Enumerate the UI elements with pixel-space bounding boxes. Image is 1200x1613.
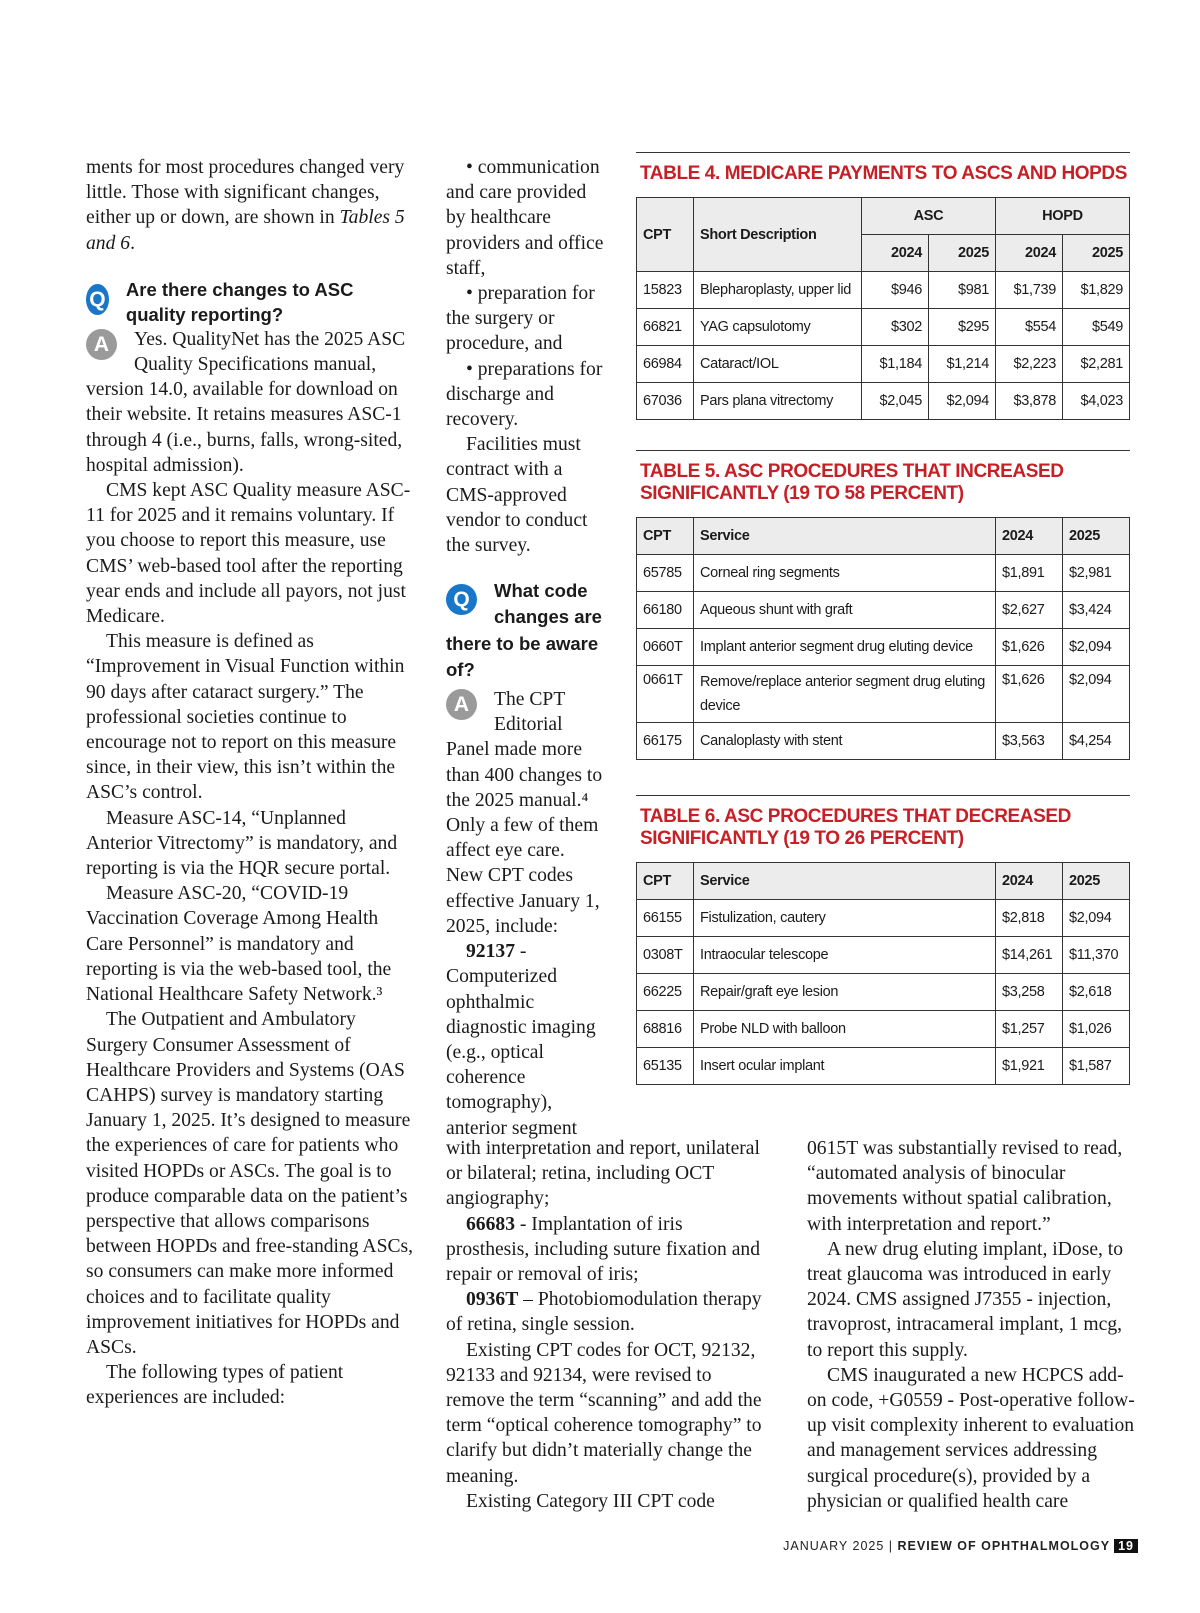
table-title: TABLE 4. MEDICARE PAYMENTS TO ASCS AND HOPDS	[636, 152, 1130, 197]
column-header: Service	[694, 518, 996, 555]
table-row: 66180 Aqueous shunt with graft $2,627 $3,424	[637, 592, 1130, 629]
paragraph: This measure is defined as “Improvement in Visual Function within 90 days after cataract surgery.” The professional societies continue to encourage not to report on this measure since, in their view, this isn’t within the ASC’s control.	[86, 631, 405, 804]
column-header: 2024	[862, 235, 929, 272]
column-header: Service	[694, 863, 996, 900]
table-reference: Tables 5 and 6	[86, 207, 405, 254]
paragraph: Facilities must contract with a CMS-approved vendor to conduct the survey.	[446, 434, 588, 557]
table-row: 66984 Cataract/IOL $1,184 $1,214 $2,223 $2,281	[637, 346, 1130, 383]
column-header: 2024	[996, 518, 1063, 555]
question-title: What code changes are there to be aware of?	[446, 580, 602, 680]
paragraph: Existing CPT codes for OCT, 92132, 92133 and 92134, were revised to remove the term “scanning” and add the term “optical coherence tomography” to clarify but didn’t materially change the meaning.	[446, 1339, 762, 1487]
table-row: 67036 Pars plana vitrectomy $2,045 $2,094 $3,878 $4,023	[637, 383, 1130, 420]
page-number: 19	[1114, 1539, 1138, 1553]
column-header: 2025	[929, 235, 996, 272]
paragraph: A new drug eluting implant, iDose, to treat glaucoma was introduced in early 2024. CMS assigned J7355 - injection, travoprost, intracameral implant, 1 mcg, to report this supply.	[807, 1238, 1124, 1361]
question-title: Are there changes to ASC quality reporting?	[125, 278, 354, 325]
table-6	[636, 795, 1130, 1085]
answer-paragraph: A The CPT Editorial Panel made more than 400 changes to the 2025 manual.⁴ Only a few of them affect eye care. New CPT codes effective January 1, 2025, include:	[446, 689, 603, 937]
table-5	[636, 450, 1130, 760]
code-entry: 66683 - Implantation of iris prosthesis, including suture fixation and repair or removal of iris;	[446, 1213, 760, 1286]
column-2	[446, 155, 606, 1141]
paragraph: 0615T was substantially revised to read, “automated analysis of binocular movements without spatial calibration, with interpretation and report.”	[807, 1138, 1123, 1235]
data-table	[636, 197, 1130, 420]
page-footer	[783, 1539, 1138, 1553]
paragraph: CMS kept ASC Quality measure ASC-11 for 2025 and it remains voluntary. If you choose to report this measure, use CMS’ web-based tool after the reporting year ends and include all payors, not just Medicare.	[86, 480, 411, 628]
paragraph: CMS inaugurated a new HCPCS add-on code, +G0559 - Post-operative follow-up visit complexity inherent to evaluation and management services addressing surgical procedure(s), provided by a physician or qualified health care	[807, 1364, 1135, 1512]
table-row: 66225 Repair/graft eye lesion $3,258 $2,618	[637, 974, 1130, 1011]
table-4	[636, 152, 1130, 420]
bullet-item: • communication and care provided by healthcare providers and office staff,	[446, 157, 604, 279]
question-icon: Q	[86, 284, 109, 315]
column-header: ASC	[862, 198, 996, 235]
answer-icon: A	[86, 329, 117, 360]
question-block	[86, 278, 414, 327]
paragraph: with interpretation and report, unilateral or bilateral; retina, including OCT angiography;	[446, 1138, 760, 1210]
column-header: 2025	[1063, 235, 1130, 272]
table-row: 0308T Intraocular telescope $14,261 $11,370	[637, 937, 1130, 974]
data-table	[636, 862, 1130, 1085]
column-header: Short Description	[694, 198, 862, 272]
question-block	[446, 578, 606, 683]
table-row: 0661T Remove/replace anterior segment drug eluting device $1,626 $2,094	[637, 666, 1130, 723]
column-3	[807, 1136, 1135, 1514]
table-row: 65785 Corneal ring segments $1,891 $2,981	[637, 555, 1130, 592]
answer-icon: A	[446, 689, 477, 720]
table-row: 68816 Probe NLD with balloon $1,257 $1,026	[637, 1011, 1130, 1048]
data-table	[636, 517, 1130, 760]
column-1	[86, 155, 414, 1411]
question-icon: Q	[446, 584, 477, 615]
paragraph: Measure ASC-20, “COVID-19 Vaccination Coverage Among Health Care Personnel” is mandatory and reporting is via the web-based tool, the National Healthcare Safety Network.³	[86, 883, 392, 1006]
column-header: CPT	[637, 518, 694, 555]
issue-date: JANUARY 2025 |	[783, 1539, 898, 1553]
table-row: 66821 YAG capsulotomy $302 $295 $554 $549	[637, 309, 1130, 346]
column-header: CPT	[637, 198, 694, 272]
paragraph: The following types of patient experiences are included:	[86, 1362, 344, 1409]
column-header: 2025	[1063, 863, 1130, 900]
magazine-title: REVIEW OF OPHTHALMOLOGY	[897, 1539, 1111, 1553]
bullet-item: • preparations for discharge and recovery.	[446, 358, 603, 431]
column-header: 2024	[996, 235, 1063, 272]
table-row: 66155 Fistulization, cautery $2,818 $2,094	[637, 900, 1130, 937]
code-entry: 0936T – Photobiomodulation therapy of retina, single session.	[446, 1289, 762, 1336]
table-row: 15823 Blepharoplasty, upper lid $946 $981 $1,739 $1,829	[637, 272, 1130, 309]
column-header: HOPD	[996, 198, 1130, 235]
bullet-item: • preparation for the surgery or procedure, and	[446, 283, 595, 355]
code-entry: 92137 - Computerized ophthalmic diagnostic imaging (e.g., optical coherence tomography), anterior segment	[446, 941, 596, 1139]
table-title: TABLE 5. ASC PROCEDURES THAT INCREASED SIGNIFICANTLY (19 TO 58 PERCENT)	[636, 450, 1130, 517]
table-row: 66175 Canaloplasty with stent $3,563 $4,254	[637, 723, 1130, 760]
paragraph: The Outpatient and Ambulatory Surgery Consumer Assessment of Healthcare Providers and Systems (OAS CAHPS) survey is mandatory starting January 1, 2025. It’s designed to measure the experiences of care for patients who visited HOPDs or ASCs. The goal is to produce comparable data on the patient’s perspective that allows comparisons between HOPDs and free-standing ASCs, so consumers can make more informed choices and to facilitate quality improvement initiatives for HOPDs and ASCs.	[86, 1009, 414, 1358]
column-2-continued	[446, 1136, 766, 1514]
paragraph: Measure ASC-14, “Unplanned Anterior Vitrectomy” is mandatory, and reporting is via the HQR secure portal.	[86, 807, 398, 880]
table-row: 65135 Insert ocular implant $1,921 $1,587	[637, 1048, 1130, 1085]
column-header: 2024	[996, 863, 1063, 900]
paragraph: Existing Category III CPT code	[466, 1490, 715, 1512]
column-header: CPT	[637, 863, 694, 900]
paragraph: ments for most procedures changed very little. Those with significant changes, either up or down, are shown in Tables 5 and 6.	[86, 157, 405, 254]
table-title: TABLE 6. ASC PROCEDURES THAT DECREASED SIGNIFICANTLY (19 TO 26 PERCENT)	[636, 795, 1130, 862]
answer-paragraph: A Yes. QualityNet has the 2025 ASC Quality Specifications manual, version 14.0, available for download on their website. It retains measures ASC-1 through 4 (i.e., burns, falls, wrong-sited, hospital admission).	[86, 328, 406, 476]
table-row: 0660T Implant anterior segment drug eluting device $1,626 $2,094	[637, 629, 1130, 666]
column-header: 2025	[1063, 518, 1130, 555]
